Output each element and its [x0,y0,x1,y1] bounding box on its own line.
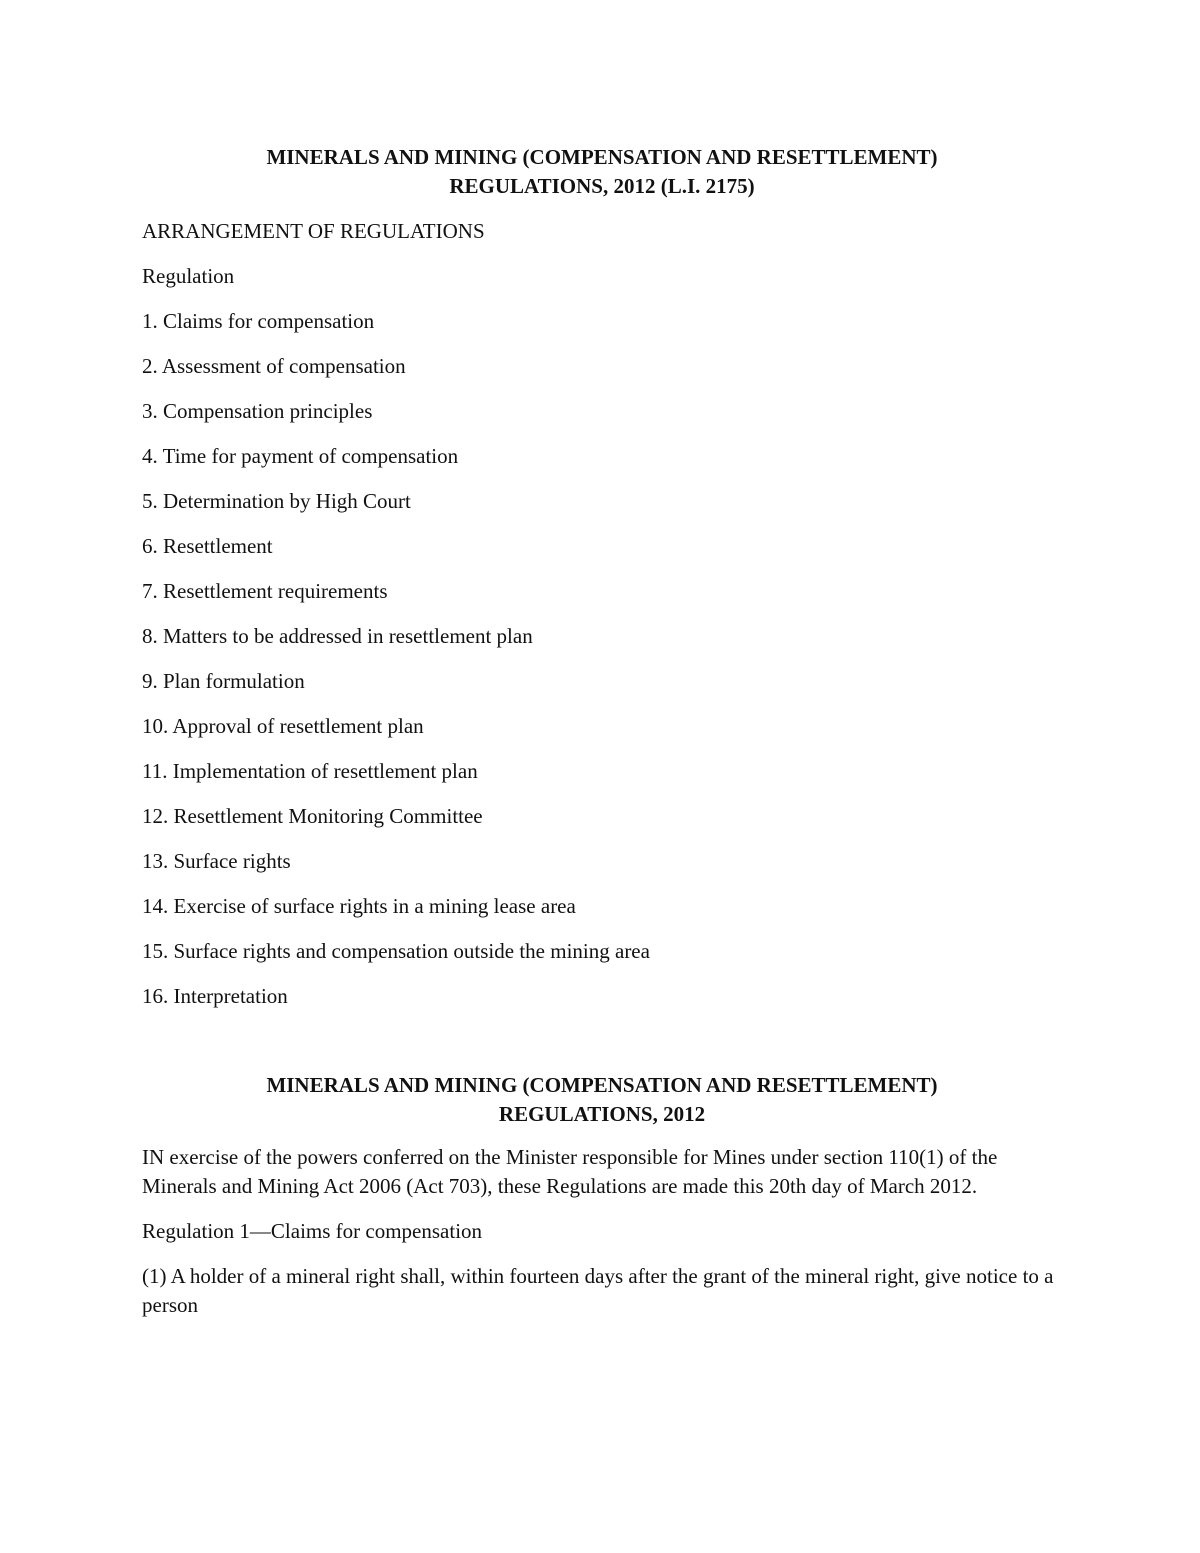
toc-item: 15. Surface rights and compensation outside the mining area [142,939,650,963]
section-heading-line-1: MINERALS AND MINING (COMPENSATION AND RESETTLEMENT) [266,1073,938,1097]
toc-item: 8. Matters to be addressed in resettlement plan [142,624,533,648]
regulation-1-paragraph: (1) A holder of a mineral right shall, within fourteen days after the grant of the mineral right, give notice to a person [142,1264,1054,1317]
toc-item: 3. Compensation principles [142,399,373,423]
toc-item: 14. Exercise of surface rights in a mining lease area [142,894,576,918]
document-body [142,143,1062,1320]
toc-item: 5. Determination by High Court [142,489,411,513]
toc-item: 9. Plan formulation [142,669,305,693]
toc-item: 10. Approval of resettlement plan [142,714,424,738]
title-line-2: REGULATIONS, 2012 (L.I. 2175) [449,174,755,198]
regulation-1-heading: Regulation 1—Claims for compensation [142,1219,483,1243]
document-title [142,143,1062,201]
toc-item: 4. Time for payment of compensation [142,444,459,468]
toc-item: 6. Resettlement [142,534,273,558]
toc-item: 1. Claims for compensation [142,309,375,333]
toc-item: 12. Resettlement Monitoring Committee [142,804,483,828]
regulation-label: Regulation [142,264,235,288]
table-of-contents [142,307,1062,1011]
toc-item: 11. Implementation of resettlement plan [142,759,478,783]
section-heading-line-2: REGULATIONS, 2012 [498,1102,706,1126]
arrangement-title: ARRANGEMENT OF REGULATIONS [142,219,485,243]
preamble-paragraph: IN exercise of the powers conferred on the Minister responsible for Mines under section 110(1) of the Minerals and Mining Act 2006 (Act 703), these Regulations are made this 20th day of March 2012. [142,1145,998,1198]
title-line-1: MINERALS AND MINING (COMPENSATION AND RESETTLEMENT) [266,145,938,169]
toc-item: 16. Interpretation [142,984,288,1008]
toc-item: 13. Surface rights [142,849,291,873]
section-heading [142,1071,1062,1129]
toc-item: 7. Resettlement requirements [142,579,388,603]
toc-item: 2. Assessment of compensation [142,354,406,378]
